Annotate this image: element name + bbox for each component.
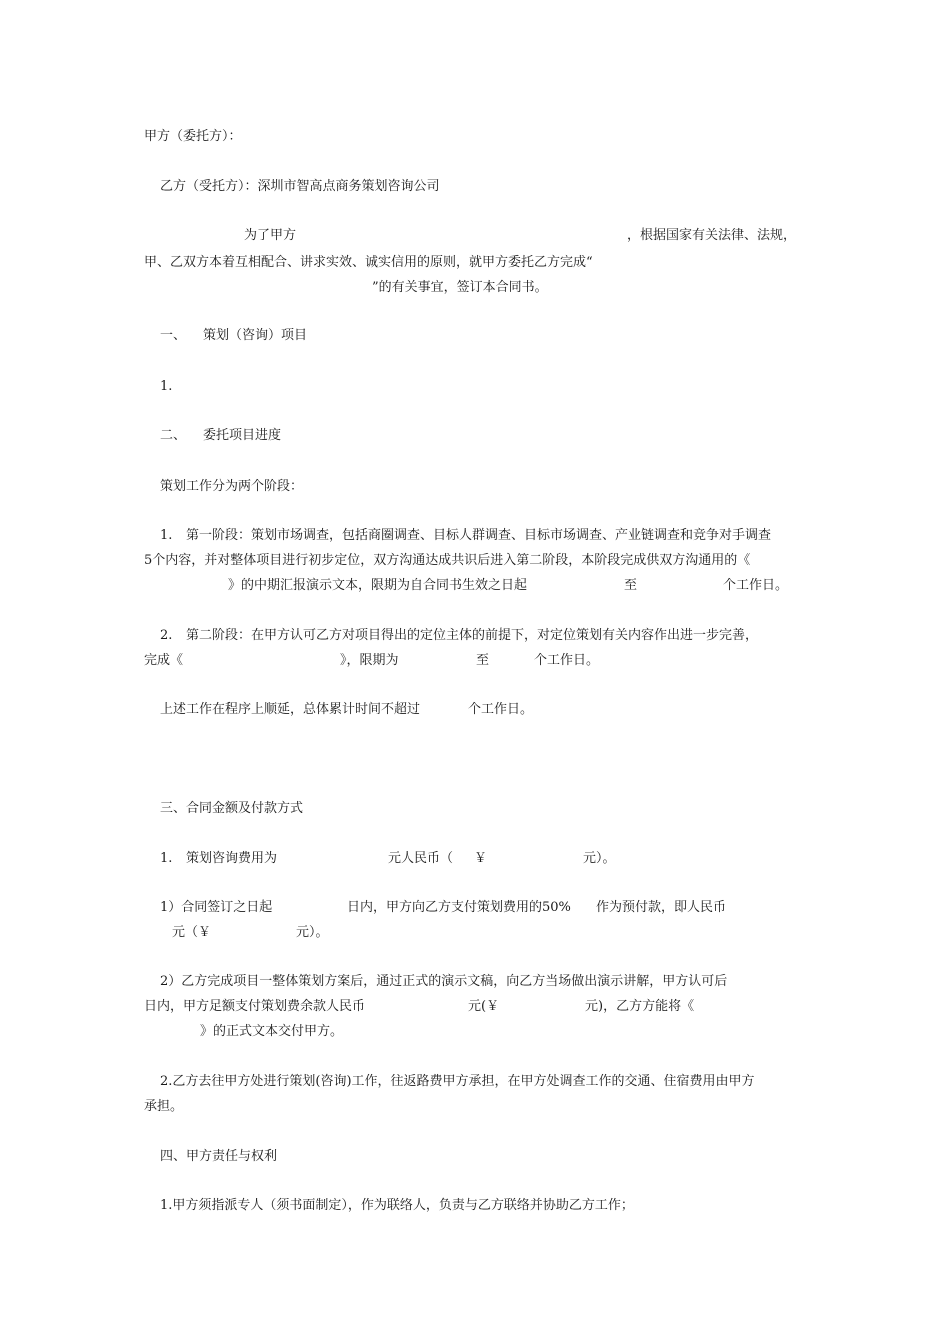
stage-1-line-2: 5个内容，并对整体项目进行初步定位，双方沟通达成共识后进入第二阶段，本阶段完成供双方沟通用的《 — [144, 553, 751, 568]
fee-b: 元人民币（ — [388, 851, 454, 866]
fee-c: 元）。 — [583, 851, 616, 866]
total-duration-b: 个工作日。 — [468, 702, 534, 717]
payment-1-d: 元（￥ — [172, 925, 212, 940]
stage-1-line-3b: 至 — [624, 578, 638, 593]
payment-2-line-1: 2）乙方完成项目一整体策划方案后，通过正式的演示文稿，向乙方当场做出演示讲解，甲方认可后 — [160, 974, 728, 989]
fee-yen: ￥ — [474, 851, 488, 866]
party-a-line: 甲方（委托方）： — [144, 129, 242, 144]
section-1-number: 一、 — [160, 328, 187, 343]
stages-intro: 策划工作分为两个阶段： — [160, 479, 304, 494]
payment-1-a: 1）合同签订之日起 — [160, 900, 273, 915]
payment-2-d: 》的正式文本交付甲方。 — [200, 1024, 344, 1039]
payment-2-b: 元(￥ — [468, 999, 500, 1014]
party-b-line: 乙方（受托方）：深圳市智高点商务策划咨询公司 — [160, 179, 440, 194]
stage-2-line-2c: 至 — [476, 653, 490, 668]
fee-number: 1. — [160, 851, 173, 866]
section-4-item-1: 1.甲方须指派专人（须书面制定），作为联络人，负责与乙方联络并协助乙方工作； — [160, 1198, 634, 1213]
section-4-title: 四、甲方责任与权利 — [160, 1149, 278, 1164]
section-2-number: 二、 — [160, 428, 187, 443]
stage-1-line-1: 第一阶段：策划市场调查，包括商圈调查、目标人群调查、目标市场调查、产业链调查和竞争对手调查 — [186, 528, 772, 543]
intro-start: 为了甲方 — [244, 228, 297, 243]
payment-2-c: 元)，乙方方能将《 — [585, 999, 695, 1014]
stage-1-line-3a: 》的中期汇报演示文本，限期为自合同书生效之日起 — [228, 578, 528, 593]
section-1-title: 策划（咨询）项目 — [203, 328, 308, 343]
stage-2-line-2a: 完成《 — [144, 653, 184, 668]
section-1-item-1: 1. — [160, 379, 173, 394]
stage-2-number: 2. — [160, 628, 173, 643]
stage-1-number: 1. — [160, 528, 173, 543]
total-duration-a: 上述工作在程序上顺延，总体累计时间不超过 — [160, 702, 421, 717]
stage-2-line-1: 第二阶段：在甲方认可乙方对项目得出的定位主体的前提下，对定位策划有关内容作出进一步完善， — [186, 628, 759, 643]
payment-1-c: 作为预付款，即人民币 — [596, 900, 727, 915]
intro-line-3: ”的有关事宜，签订本合同书。 — [372, 280, 548, 295]
payment-1-e: 元）。 — [296, 925, 329, 940]
section-2-title: 委托项目进度 — [203, 428, 282, 443]
payment-1-b: 日内，甲方向乙方支付策划费用的50% — [347, 900, 571, 915]
fee-a: 策划咨询费用为 — [186, 851, 278, 866]
stage-1-line-3c: 个工作日。 — [723, 578, 789, 593]
intro-line-2: 甲、乙双方本着互相配合、讲求实效、诚实信用的原则，就甲方委托乙方完成“ — [144, 255, 593, 270]
travel-cost-line-1: 2.乙方去往甲方处进行策划(咨询)工作，往返路费甲方承担，在甲方处调查工作的交通、住宿费用由甲方 — [160, 1074, 755, 1089]
stage-2-line-2d: 个工作日。 — [534, 653, 600, 668]
intro-legal: ，根据国家有关法律、法规， — [627, 228, 797, 243]
section-3-title: 三、合同金额及付款方式 — [160, 801, 304, 816]
payment-2-a: 日内，甲方足额支付策划费余款人民币 — [144, 999, 366, 1014]
travel-cost-line-2: 承担。 — [144, 1099, 184, 1114]
stage-2-line-2b: 》，限期为 — [340, 653, 399, 668]
